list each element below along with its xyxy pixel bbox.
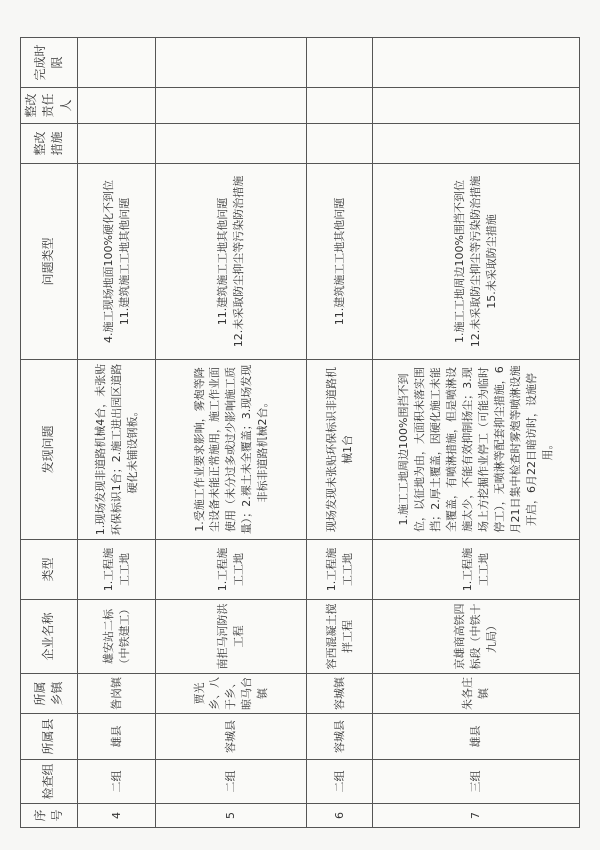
header-found: 发现问题: [21, 360, 78, 540]
cell-deadline: [78, 38, 156, 88]
cell-person: [78, 88, 156, 124]
table-row: [78, 38, 156, 828]
cell-person: [307, 88, 373, 124]
cell-type: 1.工程施工工地: [307, 540, 373, 600]
cell-found: 1.施工工地周边100%围挡不到位，以征地为由，大面积未落实围挡；2.厚土覆盖，因硬化施工未能全覆盖，有喷淋措施，但是喷淋设施太少，不能有效抑制扬尘；3.现场上方挖掘作业停工（可能为临时停工），无喷淋等配套抑尘措施，6月21日集中检查时雾炮等喷淋设施开启，6月22日暗访时，设施停用。: [372, 360, 579, 540]
cell-deadline: [307, 38, 373, 88]
cell-found: 现场发现未张贴环保标识非道路机械1台: [307, 360, 373, 540]
header-row: [21, 38, 78, 828]
cell-category: 1.施工工地周边100%围挡不到位 12.未采取防尘抑尘等污染防治措施 15.未采取防尘措施: [372, 164, 579, 360]
cell-company: 京雄商高铁四标段（中铁十九局）: [372, 600, 579, 674]
cell-category: 11.建筑施工工地其他问题: [307, 164, 373, 360]
cell-type: 1.工程施工工地: [372, 540, 579, 600]
cell-measures: [307, 124, 373, 164]
cell-found: 1.受施工作业要求影响，雾炮等降尘设备未能正常施用，施工作业面使用（未分过多或过少影响施工质量）；2.裸土未全覆盖；3.现场发现非标非道路机械2台。: [156, 360, 307, 540]
cell-person: [156, 88, 307, 124]
table-row: [156, 38, 307, 828]
cell-seq: 5: [156, 804, 307, 828]
header-type: 类型: [21, 540, 78, 600]
cell-measures: [156, 124, 307, 164]
cell-seq: 7: [372, 804, 579, 828]
cell-person: [372, 88, 579, 124]
header-deadline: 完成时限: [21, 38, 78, 88]
cell-county: 容城县: [156, 714, 307, 760]
header-person: 整改责任人: [21, 88, 78, 124]
cell-group: 二组: [307, 760, 373, 804]
cell-county: 雄县: [78, 714, 156, 760]
cell-deadline: [156, 38, 307, 88]
cell-group: 二组: [156, 760, 307, 804]
cell-town: 昝岗镇: [78, 674, 156, 714]
header-seq: 序号: [21, 804, 78, 828]
cell-seq: 6: [307, 804, 373, 828]
header-measures: 整改措施: [21, 124, 78, 164]
header-company: 企业名称: [21, 600, 78, 674]
cell-type: 1.工程施工工地: [156, 540, 307, 600]
cell-county: 容城县: [307, 714, 373, 760]
cell-measures: [78, 124, 156, 164]
cell-town: 朱各庄镇: [372, 674, 579, 714]
header-town: 所属乡镇: [21, 674, 78, 714]
cell-town: 贾光乡、八于乡、晾马台镇: [156, 674, 307, 714]
table-row: [372, 38, 579, 828]
header-county: 所属县: [21, 714, 78, 760]
cell-found: 1.现场发现非道路机械4台，未张贴环保标识1台；2.施工进出园区道路硬化未铺设钢板。: [78, 360, 156, 540]
cell-company: 容西混凝土搅拌工程: [307, 600, 373, 674]
cell-company: 南拒马河防洪工程: [156, 600, 307, 674]
header-group: 检查组: [21, 760, 78, 804]
cell-seq: 4: [78, 804, 156, 828]
inspection-table: [20, 37, 580, 828]
cell-town: 容城镇: [307, 674, 373, 714]
cell-county: 雄县: [372, 714, 579, 760]
cell-company: 雄安站二标（中铁建工）: [78, 600, 156, 674]
cell-group: 二组: [78, 760, 156, 804]
cell-type: 1.工程施工工地: [78, 540, 156, 600]
cell-category: 4.施工现场地面100%硬化不到位 11.建筑施工工地其他问题: [78, 164, 156, 360]
cell-category: 11.建筑施工工地其他问题 12.未采取防尘抑尘等污染防治措施: [156, 164, 307, 360]
cell-measures: [372, 124, 579, 164]
table-row: [307, 38, 373, 828]
cell-deadline: [372, 38, 579, 88]
header-category: 问题类型: [21, 164, 78, 360]
cell-group: 三组: [372, 760, 579, 804]
